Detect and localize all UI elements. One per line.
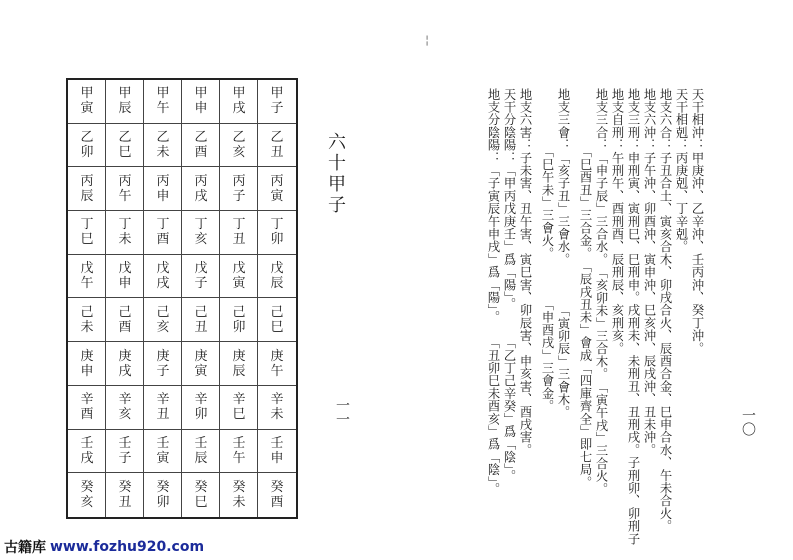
table-cell: 丙 午: [106, 167, 144, 211]
table-cell: 庚 申: [68, 342, 106, 386]
text-line: 地支六沖：子午沖、卯酉沖、寅申沖、巳亥沖、辰戌沖、丑未沖。: [642, 88, 656, 457]
text-line: 地支自刑：午刑午、酉刑酉、辰刑辰、亥刑亥。: [610, 88, 624, 355]
table-cell: 壬 寅: [144, 430, 182, 474]
table-cell: 丁 卯: [258, 211, 296, 255]
table-cell: 戊 寅: [220, 255, 258, 299]
table-cell: 己 酉: [106, 299, 144, 343]
text-line: 天干相沖：甲庚沖、乙辛沖、壬丙沖、癸丁沖。: [690, 88, 704, 355]
table-cell: 甲 子: [258, 80, 296, 124]
right-page-number: 一〇: [740, 408, 756, 436]
table-cell: 丁 酉: [144, 211, 182, 255]
table-cell: 丙 辰: [68, 167, 106, 211]
table-column: [258, 80, 296, 517]
table-cell: 庚 戌: [106, 342, 144, 386]
table-cell: 丙 子: [220, 167, 258, 211]
table-cell: 壬 申: [258, 430, 296, 474]
table-cell: 甲 戌: [220, 80, 258, 124]
table-column: [68, 80, 106, 517]
table-cell: 丙 寅: [258, 167, 296, 211]
table-cell: 癸 卯: [156, 480, 170, 511]
table-cell: 己 未: [68, 299, 106, 343]
text-line: 天干分陰陽：「甲丙戊庚壬」爲「陽」。 「乙丁己辛癸」爲「陰」。: [502, 88, 516, 483]
table-cell: 丙 戌: [182, 167, 220, 211]
table-column: [182, 80, 220, 517]
table-cell: 甲 寅: [68, 80, 106, 124]
text-line: 地支分陰陽：「子寅辰午申戌」爲「陽」。 「丑卯巳未酉亥」爲「陰」。: [486, 88, 500, 496]
table-cell: 乙 亥: [220, 124, 258, 168]
table-cell: 辛 未: [258, 386, 296, 430]
sixty-jiazi-table: [66, 78, 298, 519]
table-cell: 壬 子: [106, 430, 144, 474]
table-cell: 癸 巳: [194, 480, 208, 511]
text-line: 地支三合：「申子辰」三合水。 「亥卯未」三合木。 「寅午戌」三合火。: [594, 88, 608, 496]
table-cell: 壬 戌: [68, 430, 106, 474]
text-line: 地支三刑：申刑寅、寅刑巳、巳刑申。戌刑未、未刑丑、丑刑戌。子刑卯、卯刑子: [626, 88, 640, 546]
table-cell: 甲 申: [182, 80, 220, 124]
table-cell: 丁 亥: [182, 211, 220, 255]
table-cell: 庚 子: [144, 342, 182, 386]
table-cell: 乙 巳: [106, 124, 144, 168]
table-cell: 丁 巳: [68, 211, 106, 255]
column-divider: [219, 80, 220, 517]
table-cell: 辛 亥: [106, 386, 144, 430]
table-cell: 戊 戌: [144, 255, 182, 299]
text-line: 「巳午未」三會火。 「申酉戌」三會金。: [540, 88, 554, 413]
table-cell: 丙 申: [144, 167, 182, 211]
table-cell: 癸 未: [232, 480, 246, 511]
table-cell: 乙 未: [144, 124, 182, 168]
table-cell: 己 亥: [144, 299, 182, 343]
table-cell: 己 卯: [220, 299, 258, 343]
table-cell: 甲 午: [144, 80, 182, 124]
table-column: [106, 80, 144, 517]
table-cell: 癸 丑: [118, 480, 132, 511]
spine-mark: ╎: [424, 36, 431, 47]
column-divider: [257, 80, 258, 517]
text-line: 天干相剋：丙庚剋、丁辛剋。: [674, 88, 688, 254]
table-cell: 壬 辰: [182, 430, 220, 474]
page-title: 六十甲子: [325, 132, 346, 216]
table-cell: 乙 丑: [258, 124, 296, 168]
table-cell: 戊 午: [68, 255, 106, 299]
left-page-number: 一一: [334, 398, 350, 426]
table-cell: 己 巳: [258, 299, 296, 343]
watermark-brand: 古籍库: [4, 540, 46, 556]
table-cell: 辛 巳: [220, 386, 258, 430]
table-cell: 辛 卯: [182, 386, 220, 430]
column-divider: [105, 80, 106, 517]
table-cell: 丁 未: [106, 211, 144, 255]
table-cell: 壬 午: [220, 430, 258, 474]
table-cell: 乙 卯: [68, 124, 106, 168]
watermark-footer: [0, 534, 204, 560]
table-cell: 丁 丑: [220, 211, 258, 255]
table-cell: 癸 亥: [80, 480, 94, 511]
table-column: [220, 80, 258, 517]
table-cell: 庚 寅: [182, 342, 220, 386]
watermark-url: www.fozhu920.com: [50, 539, 205, 555]
table-column: [144, 80, 182, 517]
text-line: 地支六害：子未害、丑午害、寅巳害、卯辰害、申亥害、酉戌害。: [518, 88, 532, 457]
table-cell: 甲 辰: [106, 80, 144, 124]
column-divider: [181, 80, 182, 517]
table-cell: 戊 申: [106, 255, 144, 299]
table-cell: 庚 午: [258, 342, 296, 386]
table-cell: 辛 丑: [144, 386, 182, 430]
table-cell: 辛 酉: [68, 386, 106, 430]
text-line: 地支六合：子丑合土、寅亥合木、卯戌合火、辰酉合金、巳申合水、午未合火。: [658, 88, 672, 533]
table-cell: 己 丑: [182, 299, 220, 343]
text-line: 地支三會：「亥子丑」三會水。 「寅卯辰」三會木。: [556, 88, 570, 419]
text-line: 「巳酉丑」三合金。 「辰戌丑未」會成「四庫齊全」即七局。: [578, 88, 592, 489]
table-cell: 戊 辰: [258, 255, 296, 299]
table-cell: 乙 酉: [182, 124, 220, 168]
table-cell: 癸 酉: [270, 480, 284, 511]
table-cell: 庚 辰: [220, 342, 258, 386]
column-divider: [143, 80, 144, 517]
table-cell: 戊 子: [182, 255, 220, 299]
